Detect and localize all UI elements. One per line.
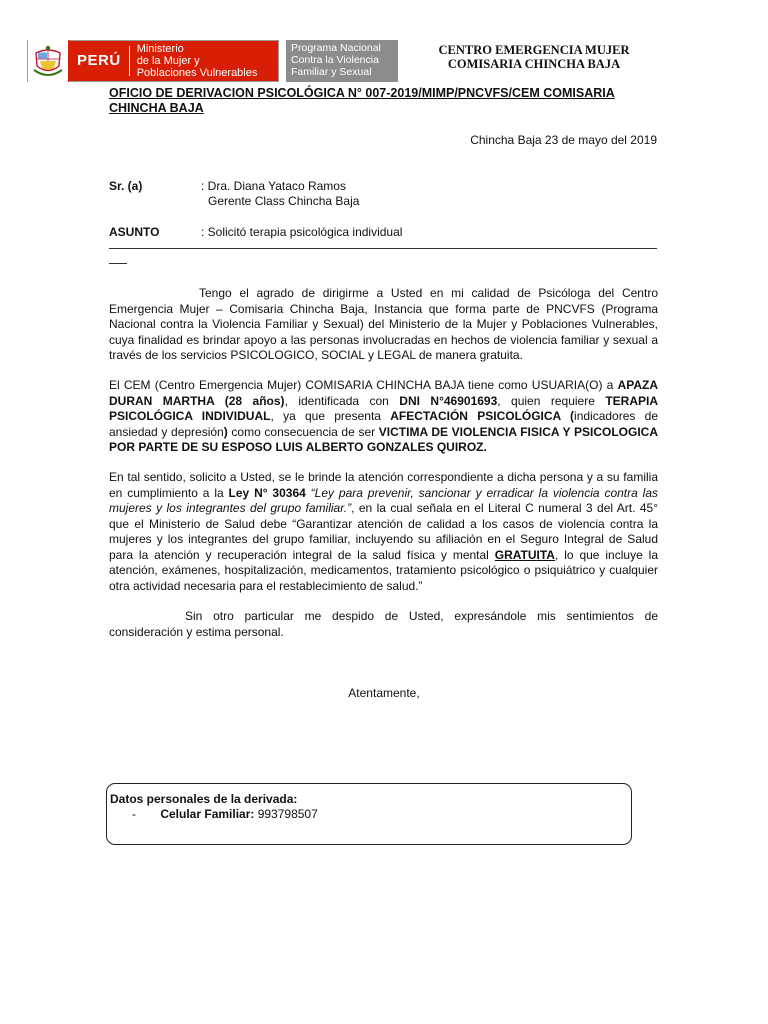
personal-data-title: Datos personales de la derivada: [110, 792, 298, 806]
text-run: El CEM (Centro Emergencia Mujer) COMISARIA CHINCHA BAJA tiene como USUARIA(O) a [109, 378, 618, 392]
recipient-label: Sr. (a) [109, 179, 143, 193]
personal-data-box [106, 783, 632, 845]
separator-line [109, 248, 657, 249]
ministry-name [130, 43, 277, 79]
office-heading [425, 43, 643, 71]
bullet-dash: - [132, 807, 136, 821]
free-emphasis: GRATUITA [494, 547, 555, 562]
paragraph-introduction [109, 286, 658, 364]
text-run: , quien requiere [497, 393, 606, 408]
therapy-type: TERAPIA PSICOLÓGICA INDIVIDUAL [109, 393, 658, 423]
program-line: Contra la Violencia [291, 54, 379, 66]
document-reference: OFICIO DE DERIVACION PSICOLÓGICA N° 007-2019/MIMP/PNCVFS/CEM COMISARIA CHINCHA BAJA [109, 86, 615, 115]
ministry-line: Poblaciones Vulnerables [136, 67, 258, 79]
institution-logo [27, 40, 398, 82]
closing: Atentamente, [348, 686, 420, 700]
ministry-logo-block [27, 40, 279, 82]
paragraph-request [109, 470, 658, 594]
office-heading-line: COMISARIA CHINCHA BAJA [447, 57, 621, 71]
text-run: ) [223, 424, 228, 439]
program-line: Programa Nacional [291, 42, 381, 54]
document-date: Chincha Baja 23 de mayo del 2019 [470, 133, 657, 147]
text-run: , en la cual señala en el Literal C numeral 3 del Art. 45° que el Ministerio de Salud debe “Garantizar atención de calidad a los casos de violencia contra la mujeres y los integrantes del grupo familiar, incluyendo su afiliación en el Seguro Integral de Salud para la atención y recuperación integral de la salud física y mental [109, 501, 658, 562]
victim-statement: VICTIMA DE VIOLENCIA FISICA Y PSICOLOGICA POR PARTE DE SU ESPOSO LUIS ALBERTO GONZALES QUIROZ. [109, 424, 658, 454]
recipient-name: : Dra. Diana Yataco Ramos [201, 179, 346, 193]
text-run: , ya que presenta [270, 409, 391, 423]
phone-label: Celular Familiar: [160, 807, 255, 821]
program-line: Familiar y Sexual [291, 66, 372, 78]
text-run: como consecuencia de ser [227, 424, 379, 439]
affectation: AFECTACIÓN PSICOLÓGICA ( [390, 409, 575, 423]
paragraph-text: Sin otro particular me despido de Usted, expresándole mis sentimientos de consideración y estima personal. [109, 609, 658, 639]
subject-label: ASUNTO [109, 225, 160, 239]
text-run: , identificada con [284, 393, 400, 408]
law-title: “Ley para prevenir, sancionar y erradicar la violencia contra las mujeres y los integrantes del grupo familiar.” [109, 485, 659, 515]
user-name: APAZA DURAN MARTHA (28 años) [109, 378, 658, 408]
ministry-line: de la Mujer y [136, 55, 200, 67]
user-dni: DNI N°46901693 [399, 393, 498, 408]
ministry-line: Ministerio [136, 43, 184, 55]
phone-row [110, 807, 631, 822]
paragraph-user-info [109, 378, 658, 456]
text-run: En tal sentido, solicito a Usted, se le brinde la atención correspondiente a dicha persona y a su familia en cumplimiento a la [109, 470, 658, 500]
country-label: PERÚ [69, 46, 130, 76]
recipient-position: Gerente Class Chincha Baja [208, 194, 360, 208]
text-run: , lo que incluye la atención, exámenes, hospitalización, medicamentos, tratamiento psicológico o psiquiátrico y cualquier otra actividad necesaria para el restablecimiento de salud.” [109, 547, 658, 593]
text-run: indicadores de ansiedad y depresión [109, 409, 658, 439]
peru-coat-of-arms-icon [28, 40, 69, 82]
separator-line-end [109, 263, 127, 264]
paragraph-text: Tengo el agrado de dirigirme a Usted en mi calidad de Psicóloga del Centro Emergencia Mujer – Comisaria Chincha Baja, Instancia que forma parte de PNCVFS (Programa Nacional contra la Violencia Familiar y Sexual) del Ministerio de la Mujer y Poblaciones Vulnerables, cuya finalidad es brindar apoyo a las personas involucradas en hechos de violencia familiar y sexual a través de los servicios PSICOLOGICO, SOCIAL y LEGAL de manera gratuita. [109, 286, 658, 362]
phone-value: 993798507 [254, 807, 318, 821]
law-number: Ley N° 30364 [228, 485, 306, 500]
office-heading-line: CENTRO EMERGENCIA MUJER [438, 43, 630, 57]
subject-value: : Solicitó terapia psicológica individual [201, 225, 403, 239]
program-logo-block [286, 40, 398, 82]
paragraph-farewell [109, 609, 658, 640]
